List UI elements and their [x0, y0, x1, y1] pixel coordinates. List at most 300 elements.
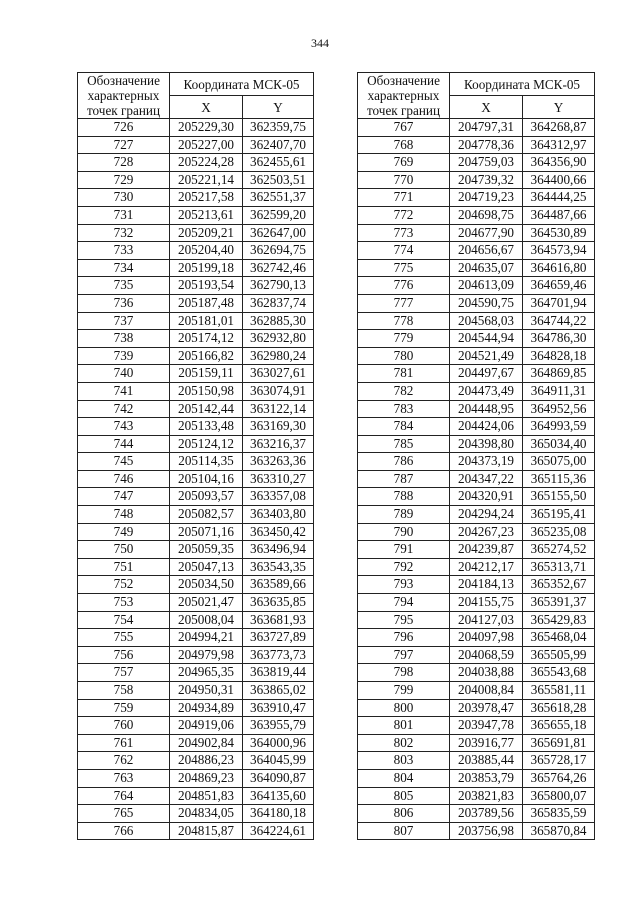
table-row	[358, 787, 595, 805]
table-row	[358, 189, 595, 207]
y-coordinate-cell: 365075,00	[523, 453, 595, 471]
x-coordinate-cell: 204590,75	[450, 294, 523, 312]
x-coordinate-cell: 204544,94	[450, 330, 523, 348]
y-coordinate-cell: 364616,80	[523, 259, 595, 277]
table-row	[78, 136, 314, 154]
x-coordinate-cell: 204239,87	[450, 541, 523, 559]
point-number-cell: 795	[358, 611, 450, 629]
table-row	[78, 119, 314, 137]
x-coordinate-cell: 204950,31	[170, 682, 243, 700]
table-row	[358, 629, 595, 647]
y-coordinate-cell: 364659,46	[523, 277, 595, 295]
point-number-cell: 794	[358, 594, 450, 612]
x-coordinate-cell: 204568,03	[450, 312, 523, 330]
point-number-cell: 756	[78, 646, 170, 664]
y-coordinate-cell: 364000,96	[243, 734, 314, 752]
x-coordinate-cell: 204294,24	[450, 506, 523, 524]
y-coordinate-cell: 364487,66	[523, 206, 595, 224]
table-row	[78, 171, 314, 189]
coordinates-table-left	[77, 72, 314, 840]
y-coordinate-cell: 365352,67	[523, 576, 595, 594]
x-coordinate-cell: 204677,90	[450, 224, 523, 242]
x-coordinate-cell: 205159,11	[170, 365, 243, 383]
x-coordinate-cell: 204473,49	[450, 382, 523, 400]
x-coordinate-cell: 204521,49	[450, 347, 523, 365]
table-row	[358, 822, 595, 840]
y-coordinate-cell: 365429,83	[523, 611, 595, 629]
point-number-cell: 796	[358, 629, 450, 647]
point-number-cell: 778	[358, 312, 450, 330]
y-coordinate-cell: 365618,28	[523, 699, 595, 717]
y-coordinate-cell: 365655,18	[523, 717, 595, 735]
table-row	[78, 206, 314, 224]
table-row	[78, 453, 314, 471]
x-column-header: X	[170, 96, 243, 119]
y-coordinate-cell: 365468,04	[523, 629, 595, 647]
table-row	[78, 488, 314, 506]
table-row	[358, 682, 595, 700]
point-number-cell: 801	[358, 717, 450, 735]
point-number-cell: 779	[358, 330, 450, 348]
x-coordinate-cell: 204038,88	[450, 664, 523, 682]
x-coordinate-cell: 204919,06	[170, 717, 243, 735]
point-number-cell: 771	[358, 189, 450, 207]
table-row	[358, 347, 595, 365]
x-coordinate-cell: 203947,78	[450, 717, 523, 735]
y-coordinate-cell: 362455,61	[243, 154, 314, 172]
table-row	[358, 611, 595, 629]
table-row	[358, 382, 595, 400]
x-coordinate-cell: 204068,59	[450, 646, 523, 664]
x-coordinate-cell: 204398,80	[450, 435, 523, 453]
point-number-cell: 733	[78, 242, 170, 260]
table-row	[78, 558, 314, 576]
table-row	[358, 312, 595, 330]
table-row	[78, 470, 314, 488]
point-column-header: Обозначение характерных точек границ	[78, 73, 170, 119]
point-number-cell: 749	[78, 523, 170, 541]
x-coordinate-cell: 205059,35	[170, 541, 243, 559]
y-coordinate-cell: 363216,37	[243, 435, 314, 453]
point-number-cell: 799	[358, 682, 450, 700]
x-coordinate-cell: 205217,58	[170, 189, 243, 207]
point-number-cell: 746	[78, 470, 170, 488]
table-row	[78, 347, 314, 365]
x-coordinate-cell: 204320,91	[450, 488, 523, 506]
x-coordinate-cell: 205034,50	[170, 576, 243, 594]
y-coordinate-cell: 364828,18	[523, 347, 595, 365]
x-coordinate-cell: 205224,28	[170, 154, 243, 172]
x-coordinate-cell: 205213,61	[170, 206, 243, 224]
x-coordinate-cell: 204994,21	[170, 629, 243, 647]
y-coordinate-cell: 362503,51	[243, 171, 314, 189]
x-coordinate-cell: 205221,14	[170, 171, 243, 189]
table-row	[78, 594, 314, 612]
point-number-cell: 787	[358, 470, 450, 488]
x-coordinate-cell: 203821,83	[450, 787, 523, 805]
point-number-cell: 726	[78, 119, 170, 137]
x-coordinate-cell: 204212,17	[450, 558, 523, 576]
y-coordinate-cell: 363865,02	[243, 682, 314, 700]
point-number-cell: 783	[358, 400, 450, 418]
x-coordinate-cell: 203885,44	[450, 752, 523, 770]
point-number-cell: 775	[358, 259, 450, 277]
point-number-cell: 727	[78, 136, 170, 154]
point-number-cell: 782	[358, 382, 450, 400]
y-coordinate-cell: 363403,80	[243, 506, 314, 524]
y-coordinate-cell: 364045,99	[243, 752, 314, 770]
table-row	[78, 224, 314, 242]
x-coordinate-cell: 205209,21	[170, 224, 243, 242]
y-coordinate-cell: 364530,89	[523, 224, 595, 242]
point-number-cell: 762	[78, 752, 170, 770]
table-row	[358, 717, 595, 735]
point-number-cell: 806	[358, 805, 450, 823]
table-row	[358, 664, 595, 682]
y-coordinate-cell: 362359,75	[243, 119, 314, 137]
table-row	[78, 312, 314, 330]
point-number-cell: 737	[78, 312, 170, 330]
table-row	[358, 259, 595, 277]
x-coordinate-cell: 204851,83	[170, 787, 243, 805]
x-coordinate-cell: 205142,44	[170, 400, 243, 418]
table-row	[358, 769, 595, 787]
page-number: 344	[311, 36, 329, 50]
y-column-header: Y	[243, 96, 314, 119]
table-row	[78, 664, 314, 682]
point-number-cell: 730	[78, 189, 170, 207]
point-number-cell: 776	[358, 277, 450, 295]
y-coordinate-cell: 364356,90	[523, 154, 595, 172]
y-coordinate-cell: 365728,17	[523, 752, 595, 770]
y-coordinate-cell: 363589,66	[243, 576, 314, 594]
x-coordinate-cell: 204934,89	[170, 699, 243, 717]
x-coordinate-cell: 205114,35	[170, 453, 243, 471]
table-row	[358, 752, 595, 770]
y-coordinate-cell: 363955,79	[243, 717, 314, 735]
y-coordinate-cell: 365195,41	[523, 506, 595, 524]
y-coordinate-cell: 363496,94	[243, 541, 314, 559]
table-row	[78, 769, 314, 787]
point-number-cell: 802	[358, 734, 450, 752]
point-number-cell: 739	[78, 347, 170, 365]
y-coordinate-cell: 362647,00	[243, 224, 314, 242]
y-coordinate-cell: 363910,47	[243, 699, 314, 717]
x-coordinate-cell: 205193,54	[170, 277, 243, 295]
point-number-cell: 798	[358, 664, 450, 682]
x-coordinate-cell: 204497,67	[450, 365, 523, 383]
point-number-cell: 803	[358, 752, 450, 770]
x-coordinate-cell: 204267,23	[450, 523, 523, 541]
table-row	[78, 682, 314, 700]
point-number-cell: 742	[78, 400, 170, 418]
x-coordinate-cell: 203916,77	[450, 734, 523, 752]
point-number-cell: 758	[78, 682, 170, 700]
x-coordinate-cell: 205071,16	[170, 523, 243, 541]
y-coordinate-cell: 362837,74	[243, 294, 314, 312]
table-row	[358, 224, 595, 242]
point-number-cell: 805	[358, 787, 450, 805]
x-coordinate-cell: 204184,13	[450, 576, 523, 594]
x-coordinate-cell: 205047,13	[170, 558, 243, 576]
y-coordinate-cell: 363681,93	[243, 611, 314, 629]
table-row	[78, 541, 314, 559]
point-number-cell: 763	[78, 769, 170, 787]
table-row	[358, 242, 595, 260]
point-number-cell: 750	[78, 541, 170, 559]
coordinates-table-right	[357, 72, 595, 840]
x-coordinate-cell: 204698,75	[450, 206, 523, 224]
point-number-cell: 761	[78, 734, 170, 752]
point-number-cell: 804	[358, 769, 450, 787]
table-row	[358, 294, 595, 312]
x-coordinate-cell: 204719,23	[450, 189, 523, 207]
point-number-cell: 767	[358, 119, 450, 137]
x-coordinate-cell: 205199,18	[170, 259, 243, 277]
table-row	[358, 365, 595, 383]
point-number-cell: 780	[358, 347, 450, 365]
point-number-cell: 768	[358, 136, 450, 154]
x-coordinate-cell: 204448,95	[450, 400, 523, 418]
y-coordinate-cell: 365581,11	[523, 682, 595, 700]
table-row	[358, 119, 595, 137]
y-coordinate-cell: 365155,50	[523, 488, 595, 506]
y-coordinate-cell: 364993,59	[523, 418, 595, 436]
y-coordinate-cell: 365313,71	[523, 558, 595, 576]
y-coordinate-cell: 364911,31	[523, 382, 595, 400]
point-number-cell: 743	[78, 418, 170, 436]
y-coordinate-cell: 364744,22	[523, 312, 595, 330]
x-coordinate-cell: 204834,05	[170, 805, 243, 823]
table-row	[78, 646, 314, 664]
point-number-cell: 752	[78, 576, 170, 594]
x-column-header: X	[450, 96, 523, 119]
point-number-cell: 753	[78, 594, 170, 612]
table-row	[358, 435, 595, 453]
y-coordinate-cell: 364952,56	[523, 400, 595, 418]
point-number-cell: 751	[78, 558, 170, 576]
point-number-cell: 732	[78, 224, 170, 242]
y-coordinate-cell: 365764,26	[523, 769, 595, 787]
coordinates-table-right-body	[358, 119, 595, 840]
x-coordinate-cell: 205174,12	[170, 330, 243, 348]
x-coordinate-cell: 204613,09	[450, 277, 523, 295]
table-row	[358, 805, 595, 823]
y-coordinate-cell: 362694,75	[243, 242, 314, 260]
x-coordinate-cell: 204635,07	[450, 259, 523, 277]
x-coordinate-cell: 205181,01	[170, 312, 243, 330]
point-number-cell: 738	[78, 330, 170, 348]
point-number-cell: 755	[78, 629, 170, 647]
coordinate-column-header: Координата МСК-05	[170, 73, 314, 96]
y-coordinate-cell: 363357,08	[243, 488, 314, 506]
x-coordinate-cell: 204759,03	[450, 154, 523, 172]
coordinate-column-header: Координата МСК-05	[450, 73, 595, 96]
table-row	[78, 330, 314, 348]
x-coordinate-cell: 204797,31	[450, 119, 523, 137]
x-coordinate-cell: 204097,98	[450, 629, 523, 647]
y-coordinate-cell: 365800,07	[523, 787, 595, 805]
y-coordinate-cell: 365505,99	[523, 646, 595, 664]
x-coordinate-cell: 203853,79	[450, 769, 523, 787]
table-row	[358, 400, 595, 418]
point-number-cell: 793	[358, 576, 450, 594]
x-coordinate-cell: 204815,87	[170, 822, 243, 840]
point-number-cell: 760	[78, 717, 170, 735]
table-row	[78, 752, 314, 770]
table-row	[358, 206, 595, 224]
point-number-cell: 736	[78, 294, 170, 312]
point-number-cell: 729	[78, 171, 170, 189]
y-coordinate-cell: 364090,87	[243, 769, 314, 787]
table-row	[78, 699, 314, 717]
point-number-cell: 786	[358, 453, 450, 471]
y-coordinate-cell: 364444,25	[523, 189, 595, 207]
x-coordinate-cell: 205166,82	[170, 347, 243, 365]
table-row	[358, 418, 595, 436]
point-number-cell: 781	[358, 365, 450, 383]
y-coordinate-cell: 363310,27	[243, 470, 314, 488]
y-coordinate-cell: 364312,97	[523, 136, 595, 154]
x-coordinate-cell: 204373,19	[450, 453, 523, 471]
table-row	[358, 541, 595, 559]
table-row	[358, 523, 595, 541]
point-number-cell: 745	[78, 453, 170, 471]
point-number-cell: 735	[78, 277, 170, 295]
table-row	[78, 382, 314, 400]
point-number-cell: 770	[358, 171, 450, 189]
table-row	[358, 576, 595, 594]
table-row	[78, 242, 314, 260]
y-coordinate-cell: 364135,60	[243, 787, 314, 805]
x-coordinate-cell: 205229,30	[170, 119, 243, 137]
y-coordinate-cell: 365391,37	[523, 594, 595, 612]
y-coordinate-cell: 365870,84	[523, 822, 595, 840]
table-row	[78, 805, 314, 823]
table-row	[78, 365, 314, 383]
x-coordinate-cell: 205150,98	[170, 382, 243, 400]
table-row	[358, 558, 595, 576]
point-number-cell: 759	[78, 699, 170, 717]
x-coordinate-cell: 204656,67	[450, 242, 523, 260]
table-row	[78, 435, 314, 453]
x-coordinate-cell: 204869,23	[170, 769, 243, 787]
point-number-cell: 740	[78, 365, 170, 383]
table-row	[358, 154, 595, 172]
point-number-cell: 757	[78, 664, 170, 682]
x-coordinate-cell: 205008,04	[170, 611, 243, 629]
table-row	[78, 400, 314, 418]
table-row	[78, 259, 314, 277]
x-coordinate-cell: 204902,84	[170, 734, 243, 752]
y-coordinate-cell: 364573,94	[523, 242, 595, 260]
x-coordinate-cell: 204424,06	[450, 418, 523, 436]
y-coordinate-cell: 363027,61	[243, 365, 314, 383]
y-coordinate-cell: 363819,44	[243, 664, 314, 682]
point-column-header: Обозначение характерных точек границ	[358, 73, 450, 119]
point-number-cell: 728	[78, 154, 170, 172]
point-number-cell: 800	[358, 699, 450, 717]
y-coordinate-cell: 362742,46	[243, 259, 314, 277]
point-number-cell: 791	[358, 541, 450, 559]
table-row	[78, 576, 314, 594]
point-number-cell: 789	[358, 506, 450, 524]
point-number-cell: 741	[78, 382, 170, 400]
table-row	[78, 523, 314, 541]
table-row	[78, 418, 314, 436]
point-number-cell: 754	[78, 611, 170, 629]
table-row	[78, 189, 314, 207]
table-row	[358, 136, 595, 154]
point-number-cell: 788	[358, 488, 450, 506]
x-coordinate-cell: 205227,00	[170, 136, 243, 154]
table-row	[358, 330, 595, 348]
table-row	[358, 470, 595, 488]
x-coordinate-cell: 205093,57	[170, 488, 243, 506]
y-coordinate-cell: 365274,52	[523, 541, 595, 559]
table-row	[358, 646, 595, 664]
y-coordinate-cell: 365235,08	[523, 523, 595, 541]
point-number-cell: 731	[78, 206, 170, 224]
y-coordinate-cell: 364224,61	[243, 822, 314, 840]
point-number-cell: 744	[78, 435, 170, 453]
y-coordinate-cell: 364180,18	[243, 805, 314, 823]
y-coordinate-cell: 365835,59	[523, 805, 595, 823]
point-number-cell: 772	[358, 206, 450, 224]
point-number-cell: 748	[78, 506, 170, 524]
point-number-cell: 765	[78, 805, 170, 823]
y-coordinate-cell: 363773,73	[243, 646, 314, 664]
point-number-cell: 777	[358, 294, 450, 312]
y-coordinate-cell: 365543,68	[523, 664, 595, 682]
table-row	[358, 277, 595, 295]
table-row	[358, 594, 595, 612]
x-coordinate-cell: 204979,98	[170, 646, 243, 664]
table-row	[358, 506, 595, 524]
y-coordinate-cell: 362407,70	[243, 136, 314, 154]
y-coordinate-cell: 365034,40	[523, 435, 595, 453]
y-coordinate-cell: 364268,87	[523, 119, 595, 137]
table-row	[78, 611, 314, 629]
x-coordinate-cell: 204155,75	[450, 594, 523, 612]
y-coordinate-cell: 363635,85	[243, 594, 314, 612]
y-coordinate-cell: 364786,30	[523, 330, 595, 348]
y-coordinate-cell: 363727,89	[243, 629, 314, 647]
table-row	[78, 506, 314, 524]
x-coordinate-cell: 205204,40	[170, 242, 243, 260]
y-coordinate-cell: 362599,20	[243, 206, 314, 224]
table-row	[358, 734, 595, 752]
x-coordinate-cell: 204127,03	[450, 611, 523, 629]
x-coordinate-cell: 204347,22	[450, 470, 523, 488]
x-coordinate-cell: 204886,23	[170, 752, 243, 770]
point-number-cell: 792	[358, 558, 450, 576]
table-row	[78, 154, 314, 172]
table-row	[78, 277, 314, 295]
point-number-cell: 807	[358, 822, 450, 840]
x-coordinate-cell: 205021,47	[170, 594, 243, 612]
x-coordinate-cell: 205124,12	[170, 435, 243, 453]
y-coordinate-cell: 362980,24	[243, 347, 314, 365]
x-coordinate-cell: 204778,36	[450, 136, 523, 154]
x-coordinate-cell: 205187,48	[170, 294, 243, 312]
point-number-cell: 774	[358, 242, 450, 260]
table-row	[358, 699, 595, 717]
table-row	[78, 734, 314, 752]
point-number-cell: 769	[358, 154, 450, 172]
point-number-cell: 764	[78, 787, 170, 805]
y-coordinate-cell: 362551,37	[243, 189, 314, 207]
